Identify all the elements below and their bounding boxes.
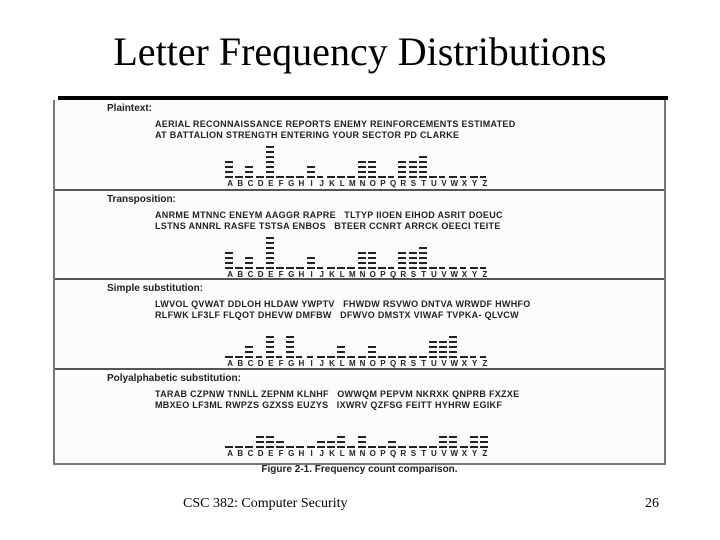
tally-mark [378, 353, 386, 358]
alphabet-letter: M [349, 179, 356, 188]
alphabet-letter: I [310, 179, 313, 188]
tally-mark [449, 433, 457, 448]
tally-mark [347, 173, 355, 178]
alphabet-letter: I [310, 359, 313, 368]
tally-mark [235, 264, 243, 269]
alphabet-letter: D [257, 270, 264, 279]
tally-mark [439, 433, 447, 448]
alphabet-letter: P [380, 449, 386, 458]
tally-mark [245, 254, 253, 269]
alphabet-letter: A [227, 179, 233, 188]
ciphertext-line: LSTNS ANNRL RASFE TSTSA ENBOS BTEER CCNRT ARRCK OEECI TEITE [155, 221, 501, 231]
footer-course: CSC 382: Computer Security [183, 496, 348, 511]
alphabet-letter: F [278, 179, 284, 188]
tally-mark [337, 173, 345, 178]
tally-mark [409, 353, 417, 358]
tally-mark [358, 249, 366, 269]
alphabet-letter: U [430, 449, 437, 458]
tally-mark [256, 433, 264, 448]
slide-title: Letter Frequency Distributions [113, 29, 607, 74]
alphabet-letter: Q [389, 359, 397, 368]
tally-mark [266, 143, 274, 178]
alphabet-letter: R [400, 449, 407, 458]
alphabet-letter: K [329, 449, 335, 458]
tally-mark [409, 158, 417, 178]
alphabet-letter: F [278, 449, 284, 458]
alphabet-letter: N [359, 449, 366, 458]
alphabet-letter: T [421, 179, 427, 188]
alphabet-letter: U [430, 270, 437, 279]
figure-section [55, 191, 664, 280]
tally-mark [388, 264, 396, 269]
alphabet-letter: J [319, 270, 324, 279]
section-label: Plaintext: [107, 103, 153, 114]
tally-mark [419, 443, 427, 448]
tally-mark [296, 173, 304, 178]
alphabet-letter: B [237, 179, 244, 188]
alphabet-letter: P [380, 270, 386, 279]
alphabet-letter: Q [389, 179, 397, 188]
alphabet-letter: C [247, 449, 254, 458]
section-label: Polyalphabetic substitution: [107, 373, 241, 384]
alphabet-letter: N [359, 179, 366, 188]
alphabet-letter: P [380, 179, 386, 188]
figure-section [55, 280, 664, 370]
alphabet-letter: T [421, 270, 427, 279]
tally-mark [460, 443, 468, 448]
frequency-tallies [225, 414, 490, 448]
alphabet-letter: W [450, 359, 458, 368]
tally-mark [317, 438, 325, 448]
figure-caption: Figure 2-1. Frequency count comparison. [261, 464, 458, 475]
tally-mark [317, 353, 325, 358]
alphabet-letter: L [339, 179, 345, 188]
tally-mark [470, 173, 478, 178]
tally-mark [225, 249, 233, 269]
alphabet-letter: M [349, 359, 356, 368]
tally-mark [245, 443, 253, 448]
frequency-tallies [225, 324, 490, 358]
tally-mark [419, 353, 427, 358]
alphabet-letter: X [461, 359, 468, 368]
tally-mark [347, 264, 355, 269]
alphabet-letter: H [298, 270, 305, 279]
alphabet-letter: I [310, 449, 313, 458]
alphabet-letter: X [461, 449, 468, 458]
alphabet-letter: V [441, 270, 447, 279]
alphabet-letter: Z [482, 359, 488, 368]
tally-mark [235, 173, 243, 178]
tally-mark [327, 173, 335, 178]
alphabet-letter: Z [482, 449, 488, 458]
tally-mark [327, 438, 335, 448]
alphabet-letter: K [329, 179, 335, 188]
ciphertext-line: AT BATTALION STRENGTH ENTERING YOUR SECTOR PD CLARKE [155, 130, 460, 140]
alphabet-letter: A [227, 359, 233, 368]
alphabet-letter: O [369, 179, 376, 188]
tally-mark [449, 264, 457, 269]
alphabet-letter: X [461, 179, 468, 188]
alphabet-letter: A [227, 449, 233, 458]
tally-mark [419, 153, 427, 178]
tally-mark [398, 158, 406, 178]
alphabet-letter: H [298, 359, 305, 368]
tally-mark [419, 244, 427, 269]
alphabet-axis [225, 359, 490, 368]
tally-mark [266, 234, 274, 269]
tally-mark [317, 173, 325, 178]
tally-mark [296, 264, 304, 269]
alphabet-letter: R [400, 179, 407, 188]
alphabet-letter: B [237, 359, 244, 368]
alphabet-letter: C [247, 179, 254, 188]
page-number: 26 [645, 496, 659, 511]
tally-mark [347, 353, 355, 358]
tally-mark [358, 433, 366, 448]
alphabet-letter: Y [471, 179, 478, 188]
tally-mark [388, 173, 396, 178]
alphabet-letter: Y [471, 449, 478, 458]
tally-mark [286, 333, 294, 358]
alphabet-letter: N [359, 359, 366, 368]
tally-mark [470, 353, 478, 358]
tally-mark [307, 443, 315, 448]
alphabet-letter: G [288, 270, 295, 279]
tally-mark [286, 173, 294, 178]
alphabet-letter: U [430, 359, 437, 368]
tally-mark [245, 343, 253, 358]
alphabet-letter: W [450, 179, 458, 188]
tally-mark [409, 443, 417, 448]
tally-mark [327, 353, 335, 358]
tally-mark [337, 343, 345, 358]
alphabet-letter: Q [389, 270, 397, 279]
section-label: Simple substitution: [107, 283, 204, 294]
alphabet-letter: E [268, 270, 274, 279]
tally-mark [225, 158, 233, 178]
tally-mark [449, 333, 457, 358]
tally-mark [276, 353, 284, 358]
alphabet-letter: E [268, 179, 274, 188]
tally-mark [439, 264, 447, 269]
tally-mark [307, 254, 315, 269]
alphabet-letter: B [237, 270, 244, 279]
alphabet-letter: S [410, 359, 417, 368]
frequency-tallies [225, 144, 490, 178]
alphabet-letter: W [450, 270, 458, 279]
tally-mark [266, 333, 274, 358]
alphabet-axis [225, 270, 490, 279]
tally-mark [235, 443, 243, 448]
tally-mark [307, 163, 315, 178]
tally-mark [225, 443, 233, 448]
tally-mark [368, 158, 376, 178]
tally-mark [368, 249, 376, 269]
tally-mark [286, 264, 294, 269]
tally-mark [470, 433, 478, 448]
tally-mark [256, 264, 264, 269]
tally-mark [358, 353, 366, 358]
alphabet-letter: G [288, 359, 295, 368]
tally-mark [235, 353, 243, 358]
tally-mark [296, 443, 304, 448]
alphabet-letter: L [339, 449, 345, 458]
alphabet-letter: R [400, 270, 407, 279]
alphabet-letter: D [257, 179, 264, 188]
alphabet-letter: E [268, 359, 274, 368]
alphabet-letter: J [319, 179, 324, 188]
frequency-figure [53, 100, 666, 475]
alphabet-axis [225, 449, 490, 458]
alphabet-letter: U [430, 179, 437, 188]
tally-mark [256, 173, 264, 178]
alphabet-letter: T [421, 449, 427, 458]
ciphertext-line: RLFWK LF3LF FLQOT DHEVW DMFBW DFWVO DMSTX VIWAF TVPKA- QLVCW [155, 310, 519, 320]
tally-mark [307, 353, 315, 358]
tally-mark [388, 353, 396, 358]
alphabet-letter: Y [471, 270, 478, 279]
ciphertext-line: ANRME MTNNC ENEYM AAGGR RAPRE TLTYP IIOEN EIHOD ASRIT DOEUC [155, 210, 503, 220]
tally-mark [470, 264, 478, 269]
alphabet-letter: S [410, 270, 417, 279]
tally-mark [378, 443, 386, 448]
alphabet-letter: I [310, 270, 313, 279]
tally-mark [429, 264, 437, 269]
alphabet-letter: K [329, 359, 335, 368]
alphabet-letter: S [410, 179, 417, 188]
alphabet-letter: L [339, 359, 345, 368]
tally-mark [429, 443, 437, 448]
alphabet-letter: Z [482, 179, 488, 188]
tally-mark [439, 338, 447, 358]
alphabet-letter: T [421, 359, 427, 368]
tally-mark [276, 264, 284, 269]
tally-mark [429, 338, 437, 358]
alphabet-letter: G [288, 449, 295, 458]
section-label: Transposition: [107, 194, 176, 205]
alphabet-letter: E [268, 449, 274, 458]
alphabet-letter: Z [482, 270, 488, 279]
alphabet-letter: J [319, 449, 324, 458]
tally-mark [460, 353, 468, 358]
ciphertext-line: LWVOL QVWAT DDLOH HLDAW YWPTV FHWDW RSVWO DNTVA WRWDF HWHFO [155, 299, 531, 309]
ciphertext-line: MBXEO LF3ML RWPZS GZXSS EUZYS IXWRV QZFSG FEITT HYHRW EGIKF [155, 400, 503, 410]
alphabet-letter: F [278, 270, 284, 279]
alphabet-letter: D [257, 449, 264, 458]
tally-mark [256, 353, 264, 358]
alphabet-letter: O [369, 449, 376, 458]
tally-mark [327, 264, 335, 269]
tally-mark [368, 443, 376, 448]
tally-mark [398, 353, 406, 358]
alphabet-letter: L [339, 270, 345, 279]
alphabet-letter: S [410, 449, 417, 458]
alphabet-axis [225, 179, 490, 188]
tally-mark [480, 264, 488, 269]
tally-mark [460, 264, 468, 269]
tally-mark [276, 173, 284, 178]
alphabet-letter: C [247, 270, 254, 279]
alphabet-letter: O [369, 359, 376, 368]
tally-mark [388, 438, 396, 448]
tally-mark [439, 173, 447, 178]
alphabet-letter: G [288, 179, 295, 188]
alphabet-letter: P [380, 359, 386, 368]
tally-mark [358, 158, 366, 178]
alphabet-letter: M [349, 270, 356, 279]
alphabet-letter: N [359, 270, 366, 279]
alphabet-letter: J [319, 359, 324, 368]
tally-mark [276, 438, 284, 448]
tally-mark [368, 343, 376, 358]
tally-mark [409, 249, 417, 269]
tally-mark [460, 173, 468, 178]
alphabet-letter: B [237, 449, 244, 458]
alphabet-letter: F [278, 359, 284, 368]
tally-mark [296, 353, 304, 358]
alphabet-letter: W [450, 449, 458, 458]
alphabet-letter: Y [471, 359, 478, 368]
alphabet-letter: M [349, 449, 356, 458]
alphabet-letter: K [329, 270, 335, 279]
tally-mark [225, 353, 233, 358]
tally-mark [266, 433, 274, 448]
frequency-tallies [225, 235, 490, 269]
tally-mark [429, 173, 437, 178]
alphabet-letter: A [227, 270, 233, 279]
alphabet-letter: V [441, 449, 447, 458]
figure-section [55, 370, 664, 461]
tally-mark [337, 264, 345, 269]
tally-mark [480, 433, 488, 448]
alphabet-letter: X [461, 270, 468, 279]
tally-mark [480, 353, 488, 358]
alphabet-letter: H [298, 449, 305, 458]
tally-mark [449, 173, 457, 178]
alphabet-letter: V [441, 359, 447, 368]
tally-mark [245, 163, 253, 178]
alphabet-letter: V [441, 179, 447, 188]
ciphertext-line: AERIAL RECONNAISSANCE REPORTS ENEMY REINFORCEMENTS ESTIMATED [155, 119, 516, 129]
tally-mark [286, 443, 294, 448]
tally-mark [480, 173, 488, 178]
tally-mark [317, 264, 325, 269]
alphabet-letter: O [369, 270, 376, 279]
alphabet-letter: H [298, 179, 305, 188]
tally-mark [398, 249, 406, 269]
tally-mark [398, 443, 406, 448]
alphabet-letter: C [247, 359, 254, 368]
alphabet-letter: D [257, 359, 264, 368]
tally-mark [337, 433, 345, 448]
tally-mark [378, 264, 386, 269]
figure-section [55, 100, 664, 191]
tally-mark [378, 173, 386, 178]
alphabet-letter: Q [389, 449, 397, 458]
ciphertext-line: TARAB CZPNW TNNLL ZEPNM KLNHF OWWQM PEPVM NKRXK QNPRB FXZXE [155, 389, 520, 399]
alphabet-letter: R [400, 359, 407, 368]
tally-mark [347, 443, 355, 448]
